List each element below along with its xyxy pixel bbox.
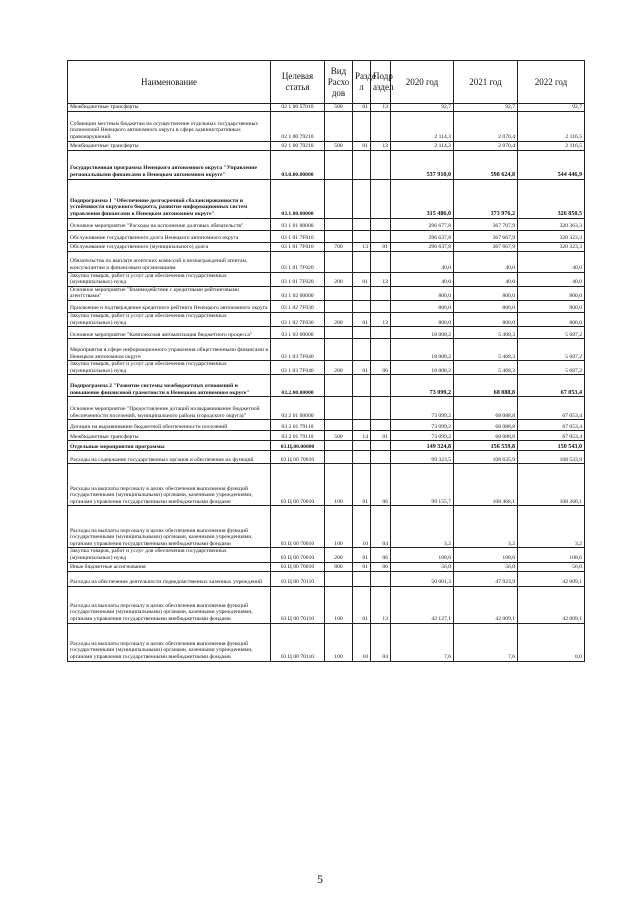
row-razdel: 01 [353, 104, 371, 112]
row-code: 03 1 02 00000 [271, 286, 325, 300]
row-code: 03 2 01 79110 [271, 431, 325, 441]
row-value-2021: 367 667,9 [454, 230, 518, 242]
row-value-2022: 2 116,5 [518, 141, 585, 150]
row-podrazdel [371, 441, 391, 451]
row-podrazdel [371, 339, 391, 361]
row-vid [325, 420, 353, 431]
row-value-2022: 320 323,3 [518, 242, 585, 251]
row-name: Мероприятия в сфере информационного управления общественными финансами в Ненецком автономном округе [68, 339, 271, 361]
row-value-2020: 56,0 [391, 562, 454, 571]
row-value-2020: 537 910,0 [391, 150, 454, 179]
table-row [68, 361, 585, 375]
row-razdel [353, 286, 371, 300]
row-name: Дотации на выравнивание бюджетной обеспеченности поселений [68, 420, 271, 431]
row-razdel [353, 375, 371, 397]
row-value-2020: 149 324,8 [391, 441, 454, 451]
row-code: 03 Ц 00 70110 [271, 623, 325, 661]
row-razdel: 01 [353, 464, 371, 506]
row-vid: 200 [325, 272, 353, 286]
row-podrazdel: 06 [371, 548, 391, 562]
row-name: Межбюджетные трансферты [68, 141, 271, 150]
row-code: 03 1 01 7F020 [271, 251, 325, 272]
row-name: Закупка товаров, работ и услуг для обеспечения государственных (муниципальных) нужд [68, 361, 271, 375]
row-vid: 100 [325, 586, 353, 623]
row-name: Иные бюджетные ассигнования [68, 562, 271, 571]
row-code: 03 1 01 00000 [271, 218, 325, 230]
row-vid [325, 286, 353, 300]
table-row [68, 111, 585, 141]
row-razdel [353, 451, 371, 464]
row-podrazdel: 04 [371, 506, 391, 548]
row-razdel [353, 230, 371, 242]
row-value-2022: 800,0 [518, 286, 585, 300]
table-row [68, 431, 585, 441]
page-number: 5 [317, 872, 323, 886]
row-vid: 700 [325, 242, 353, 251]
table-row [68, 179, 585, 218]
row-value-2021: 373 976,2 [454, 179, 518, 218]
row-value-2020: 296 637,8 [391, 242, 454, 251]
row-value-2022: 56,0 [518, 562, 585, 571]
row-razdel [353, 327, 371, 339]
row-value-2020: 99 155,7 [391, 464, 454, 506]
row-podrazdel: 06 [371, 562, 391, 571]
row-value-2020: 50 001,3 [391, 571, 454, 586]
row-code: 03 1 01 7F020 [271, 272, 325, 286]
row-value-2022: 0,0 [518, 623, 585, 661]
row-razdel: 01 [353, 272, 371, 286]
row-value-2021: 108 468,1 [454, 464, 518, 506]
row-value-2020: 800,0 [391, 286, 454, 300]
row-value-2022: 800,0 [518, 312, 585, 326]
row-razdel: 01 [353, 312, 371, 326]
row-vid [325, 251, 353, 272]
row-code: 03 1 02 7F030 [271, 312, 325, 326]
row-value-2020: 73 099,2 [391, 431, 454, 441]
table-row [68, 218, 585, 230]
row-value-2021: 367 667,9 [454, 242, 518, 251]
row-vid: 200 [325, 312, 353, 326]
row-value-2022: 67 053,4 [518, 431, 585, 441]
row-code: 03 1 03 00000 [271, 327, 325, 339]
row-vid [325, 230, 353, 242]
row-code: 03.2.00.00000 [271, 375, 325, 397]
row-value-2021: 3,2 [454, 506, 518, 548]
table-row [68, 300, 585, 312]
row-podrazdel [371, 300, 391, 312]
table-row [68, 548, 585, 562]
row-razdel [353, 251, 371, 272]
row-name: Межбюджетные трансферты [68, 104, 271, 112]
row-value-2022: 2 116,5 [518, 111, 585, 141]
row-value-2022: 40,0 [518, 251, 585, 272]
row-value-2021: 800,0 [454, 312, 518, 326]
table-row [68, 375, 585, 397]
row-code: 03 1 02 7F030 [271, 300, 325, 312]
row-value-2022: 5 687,2 [518, 361, 585, 375]
row-code: 03 Ц 00 70010 [271, 506, 325, 548]
row-razdel [353, 571, 371, 586]
row-podrazdel [371, 420, 391, 431]
row-vid: 500 [325, 431, 353, 441]
row-vid: 500 [325, 104, 353, 112]
row-name: Расходы на выплаты персоналу в целях обеспечения выполнения функций государственными (муниципальными) органами, казенными учреждениями, органами управления государственными внебюджетными фондами [68, 464, 271, 506]
row-razdel: 14 [353, 431, 371, 441]
table-row [68, 441, 585, 451]
row-razdel [353, 397, 371, 420]
table-row [68, 150, 585, 179]
row-value-2021: 156 559,8 [454, 441, 518, 451]
row-razdel: 01 [353, 141, 371, 150]
row-vid: 200 [325, 361, 353, 375]
header-2022: 2022 год [518, 61, 585, 104]
row-razdel [353, 300, 371, 312]
row-podrazdel [371, 397, 391, 420]
row-podrazdel [371, 230, 391, 242]
row-value-2020: 108,6 [391, 548, 454, 562]
row-code: 03 1 03 7F040 [271, 361, 325, 375]
row-value-2021: 68 088,8 [454, 397, 518, 420]
row-value-2020: 18 008,2 [391, 327, 454, 339]
table-row [68, 464, 585, 506]
row-code: 03 1 01 7F010 [271, 230, 325, 242]
row-value-2022: 108,6 [518, 548, 585, 562]
row-value-2020: 73 099,2 [391, 397, 454, 420]
row-value-2021: 56,0 [454, 562, 518, 571]
row-value-2020: 315 486,0 [391, 179, 454, 218]
row-vid [325, 218, 353, 230]
row-value-2022: 67 053,4 [518, 375, 585, 397]
table-row [68, 571, 585, 586]
row-vid: 100 [325, 464, 353, 506]
row-podrazdel [371, 179, 391, 218]
header-code: Целевая статья [271, 61, 325, 104]
row-value-2022: 5 687,2 [518, 327, 585, 339]
row-value-2020: 296 677,8 [391, 218, 454, 230]
table-row [68, 104, 585, 112]
row-code: 02 1 00 57010 [271, 104, 325, 112]
row-razdel: 01 [353, 562, 371, 571]
row-value-2021: 40,0 [454, 272, 518, 286]
row-value-2022: 92,7 [518, 104, 585, 112]
row-code: 03 Ц 00 70110 [271, 586, 325, 623]
table-row [68, 586, 585, 623]
row-name: Подпрограмма 2 "Развитие системы межбюджетных отношений и повышение финансовой грамотности в Ненецком автономном округе" [68, 375, 271, 397]
row-value-2021: 800,0 [454, 286, 518, 300]
row-value-2022: 544 446,9 [518, 150, 585, 179]
row-vid: 100 [325, 623, 353, 661]
header-name: Наименование [68, 61, 271, 104]
row-value-2022: 67 053,4 [518, 420, 585, 431]
row-code: 03.Ц.00.00000 [271, 441, 325, 451]
row-value-2021: 42 009,1 [454, 586, 518, 623]
row-value-2022: 5 687,2 [518, 339, 585, 361]
row-name: Закупка товаров, работ и услуг для обеспечения государственных (муниципальных) нужд [68, 312, 271, 326]
row-razdel [353, 339, 371, 361]
row-value-2021: 47 923,9 [454, 571, 518, 586]
row-code: 03 Ц 00 70010 [271, 562, 325, 571]
row-vid [325, 375, 353, 397]
row-name: Подпрограмма 1 "Обеспечение долгосрочной сбалансированности и устойчивости окружного бюджета, развитие информационных систем управления финансами в Ненецком автономном округе" [68, 179, 271, 218]
row-podrazdel: 13 [371, 104, 391, 112]
row-value-2021: 68 088,8 [454, 375, 518, 397]
row-podrazdel [371, 218, 391, 230]
row-value-2021: 108,6 [454, 548, 518, 562]
row-podrazdel: 13 [371, 141, 391, 150]
row-razdel [353, 111, 371, 141]
row-razdel: 10 [353, 506, 371, 548]
row-vid [325, 339, 353, 361]
row-value-2020: 18 008,2 [391, 339, 454, 361]
row-vid [325, 327, 353, 339]
row-value-2020: 73 099,2 [391, 420, 454, 431]
row-vid [325, 150, 353, 179]
table-row [68, 420, 585, 431]
table-row [68, 339, 585, 361]
table-body [68, 104, 585, 662]
row-value-2021: 68 088,8 [454, 420, 518, 431]
row-name: Расходы на выплаты персоналу в целях обеспечения выполнения функций государственными (муниципальными) органами, казенными учреждениями, органами управления государственными внебюджетными фондами [68, 586, 271, 623]
row-name: Закупка товаров, работ и услуг для обеспечения государственных (муниципальных) нужд [68, 272, 271, 286]
row-name: Субвенции местным бюджетам на осуществление отдельных государственных полномочий Ненецкого автономного округа в сфере административных правонарушений [68, 111, 271, 141]
row-value-2022: 67 053,4 [518, 397, 585, 420]
table-header-row [68, 61, 585, 104]
row-podrazdel: 13 [371, 586, 391, 623]
row-value-2021: 108 635,9 [454, 451, 518, 464]
row-vid [325, 397, 353, 420]
row-vid: 100 [325, 506, 353, 548]
row-code: 03.0.00.00000 [271, 150, 325, 179]
row-vid [325, 451, 353, 464]
row-value-2022: 800,0 [518, 300, 585, 312]
row-value-2022: 326 850,5 [518, 179, 585, 218]
row-podrazdel [371, 571, 391, 586]
row-value-2021: 40,0 [454, 251, 518, 272]
row-value-2022: 320 363,3 [518, 218, 585, 230]
row-razdel [353, 441, 371, 451]
table-row [68, 506, 585, 548]
row-razdel: 01 [353, 548, 371, 562]
table-row [68, 242, 585, 251]
row-razdel [353, 218, 371, 230]
row-value-2020: 40,0 [391, 251, 454, 272]
table-row [68, 230, 585, 242]
header-vid: Вид Расхо дов [325, 61, 353, 104]
row-value-2020: 800,0 [391, 312, 454, 326]
table-row [68, 397, 585, 420]
row-code: 03 2 01 79110 [271, 420, 325, 431]
row-code: 03 Ц 00 70010 [271, 451, 325, 464]
row-value-2021: 800,0 [454, 300, 518, 312]
row-value-2020: 42 127,1 [391, 586, 454, 623]
row-vid: 800 [325, 562, 353, 571]
row-razdel [353, 150, 371, 179]
table-row [68, 272, 585, 286]
table-row [68, 623, 585, 661]
row-vid [325, 571, 353, 586]
row-value-2022: 108 366,1 [518, 464, 585, 506]
row-value-2021: 7,6 [454, 623, 518, 661]
row-podrazdel: 04 [371, 623, 391, 661]
row-name: Закупка товаров, работ и услуг для обеспечения государственных (муниципальных) нужд [68, 548, 271, 562]
row-name: Расходы на обеспечение деятельности подведомственных казенных учреждений [68, 571, 271, 586]
row-name: Межбюджетные трансферты [68, 431, 271, 441]
row-vid: 200 [325, 548, 353, 562]
row-value-2020: 7,6 [391, 623, 454, 661]
row-value-2021: 5 468,3 [454, 361, 518, 375]
row-code: 03.1.00.00000 [271, 179, 325, 218]
row-value-2020: 2 114,3 [391, 111, 454, 141]
row-value-2022: 40,0 [518, 272, 585, 286]
table-row [68, 286, 585, 300]
row-code: 03 2 01 00000 [271, 397, 325, 420]
header-razdel: Разде л [353, 61, 371, 104]
row-podrazdel: 01 [371, 431, 391, 441]
row-value-2020: 3,2 [391, 506, 454, 548]
table-row [68, 251, 585, 272]
row-podrazdel [371, 327, 391, 339]
row-value-2020: 92,7 [391, 104, 454, 112]
row-podrazdel: 13 [371, 272, 391, 286]
row-value-2021: 92,7 [454, 104, 518, 112]
row-name: Отдельные мероприятия программы [68, 441, 271, 451]
row-name: Основное мероприятие "Комплексная автоматизация бюджетного процесса" [68, 327, 271, 339]
row-vid: 500 [325, 141, 353, 150]
row-code: 03 Ц 00 70110 [271, 571, 325, 586]
row-vid [325, 300, 353, 312]
row-name: Расходы на выплаты персоналу в целях обеспечения выполнения функций государственными (муниципальными) органами, казенными учреждениями, органами управления государственными внебюджетными фондами [68, 623, 271, 661]
row-value-2022: 108 533,9 [518, 451, 585, 464]
row-name: Обслуживание государственного (муниципального) долга [68, 242, 271, 251]
row-value-2022: 42 009,1 [518, 586, 585, 623]
row-code: 03 1 01 7F010 [271, 242, 325, 251]
row-value-2020: 40,0 [391, 272, 454, 286]
row-podrazdel [371, 150, 391, 179]
row-code: 02 1 00 79210 [271, 111, 325, 141]
row-name: Расходы на выплаты персоналу в целях обеспечения выполнения функций государственными (муниципальными) органами, казенными учреждениями, органами управления государственными внебюджетными фондами [68, 506, 271, 548]
row-value-2022: 3,2 [518, 506, 585, 548]
row-value-2021: 598 624,8 [454, 150, 518, 179]
row-name: Присвоение и подтверждение кредитного рейтинга Ненецкого автономного округа [68, 300, 271, 312]
row-podrazdel: 06 [371, 361, 391, 375]
row-value-2022: 42 009,1 [518, 571, 585, 586]
row-name: Основное мероприятие "Предоставление дотаций на выравнивание бюджетной обеспеченности поселений, муниципального района (городского округа)" [68, 397, 271, 420]
row-podrazdel: 01 [371, 242, 391, 251]
row-code: 03 Ц 00 70010 [271, 464, 325, 506]
row-razdel: 01 [353, 586, 371, 623]
row-name: Основное мероприятие "Взаимодействие с кредитными рейтинговыми агентствами" [68, 286, 271, 300]
row-podrazdel: 06 [371, 464, 391, 506]
row-value-2020: 18 008,2 [391, 361, 454, 375]
row-name: Обязательства по выплате агентских комиссий и вознаграждений агентам, консультантам и финансовым организациям [68, 251, 271, 272]
row-value-2020: 296 637,8 [391, 230, 454, 242]
row-razdel: 01 [353, 361, 371, 375]
row-razdel [353, 420, 371, 431]
row-value-2020: 2 114,3 [391, 141, 454, 150]
row-value-2021: 2 070,4 [454, 141, 518, 150]
row-vid [325, 111, 353, 141]
row-name: Основное мероприятие "Расходы на исполнение долговых обязательств" [68, 218, 271, 230]
row-razdel: 13 [353, 242, 371, 251]
row-value-2020: 800,0 [391, 300, 454, 312]
budget-table [67, 60, 585, 662]
row-vid [325, 441, 353, 451]
row-value-2021: 5 468,3 [454, 339, 518, 361]
row-razdel: 10 [353, 623, 371, 661]
table-row [68, 451, 585, 464]
row-code: 03 1 03 7F040 [271, 339, 325, 361]
row-podrazdel [371, 111, 391, 141]
row-value-2020: 99 323,5 [391, 451, 454, 464]
row-value-2022: 150 543,0 [518, 441, 585, 451]
row-podrazdel [371, 375, 391, 397]
row-name: Государственная программа Ненецкого автономного округа "Управление региональными финансами в Ненецком автономном округе" [68, 150, 271, 179]
row-razdel [353, 179, 371, 218]
header-podrazdel: Подр аздел [371, 61, 391, 104]
row-podrazdel [371, 451, 391, 464]
row-value-2022: 320 323,3 [518, 230, 585, 242]
row-code: 02 1 00 79210 [271, 141, 325, 150]
table-row [68, 327, 585, 339]
row-value-2021: 5 468,3 [454, 327, 518, 339]
row-vid [325, 179, 353, 218]
table-row [68, 312, 585, 326]
header-2021: 2021 год [454, 61, 518, 104]
row-value-2020: 73 099,2 [391, 375, 454, 397]
table-row [68, 562, 585, 571]
row-value-2021: 367 707,9 [454, 218, 518, 230]
row-name: Обслуживание государственного долга Ненецкого автономного округа [68, 230, 271, 242]
row-name: Расходы на содержание государственных органов и обеспечение их функций [68, 451, 271, 464]
row-value-2021: 2 070,4 [454, 111, 518, 141]
table-row [68, 141, 585, 150]
row-code: 03 Ц 00 70010 [271, 548, 325, 562]
row-podrazdel: 13 [371, 312, 391, 326]
row-podrazdel [371, 251, 391, 272]
row-value-2021: 68 088,8 [454, 431, 518, 441]
row-podrazdel [371, 286, 391, 300]
header-2020: 2020 год [391, 61, 454, 104]
